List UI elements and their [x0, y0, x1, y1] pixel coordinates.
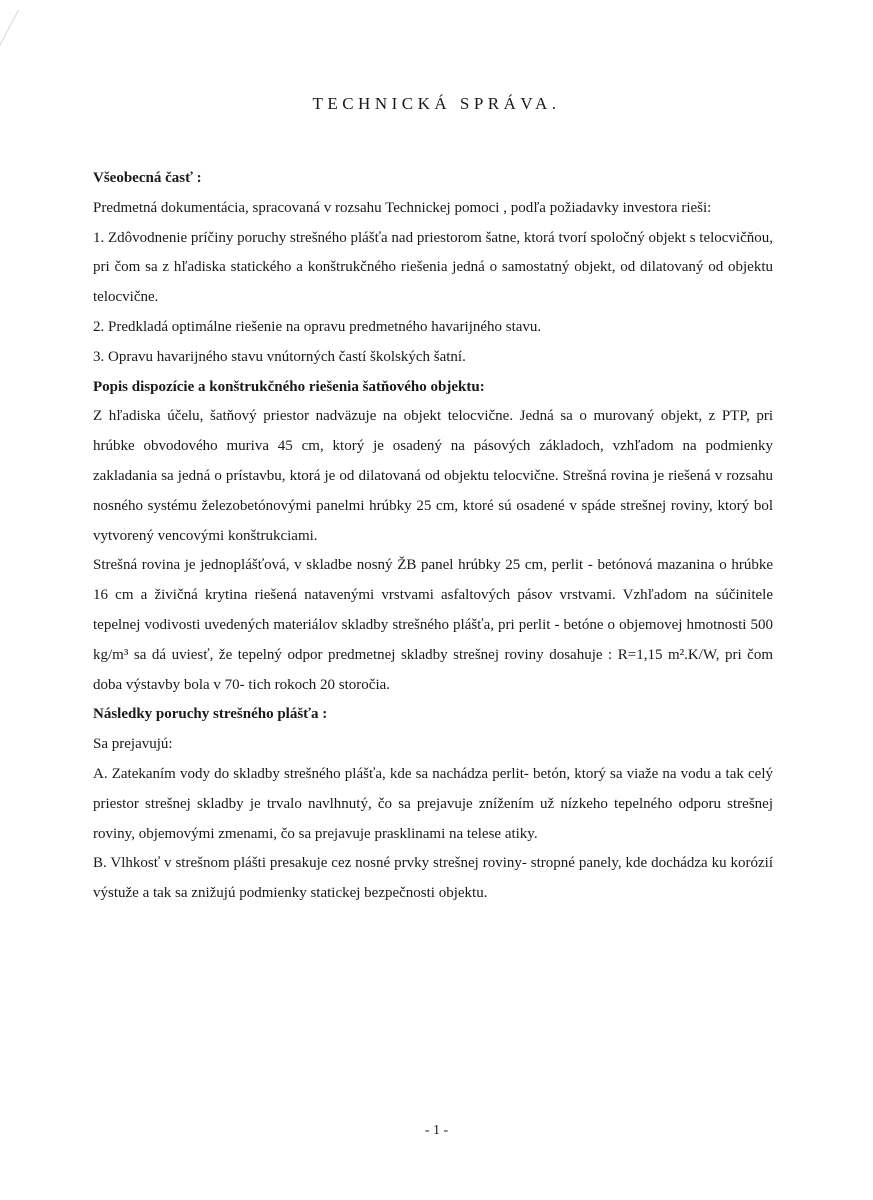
- document-title: TECHNICKÁ SPRÁVA.: [312, 94, 561, 113]
- paragraph-manifest: Sa prejavujú:: [93, 736, 173, 753]
- paragraph-intro: Predmetná dokumentácia, spracovaná v rozsahu Technickej pomoci , podľa požiadavky investora rieši:: [93, 199, 712, 216]
- paragraph-consequence-a: A. Zatekaním vody do skladby strešného plášťa, kde sa nachádza perlit- betón, ktorý sa viaže na vodu a tak celý priestor strešnej skladby je trvalo navlhnutý, čo sa prejavuje znížením už nízkeho tepelného odporu strešnej roviny, objemovými zmenami, čo sa prejavuje prasklinami na telese atiky.: [93, 765, 773, 842]
- paragraph-consequence-b: B. Vlhkosť v strešnom plášti presakuje cez nosné prvky strešnej roviny- stropné panely, kde dochádza ku korózií výstuže a tak sa znižujú podmienky statickej bezpečnosti objektu.: [93, 855, 773, 902]
- section-heading-disposition: Popis dispozície a konštrukčného riešenia šatňového objektu:: [93, 378, 485, 395]
- scan-artifact-line: [0, 10, 19, 72]
- list-item-1: 1. Zdôvodnenie príčiny poruchy strešného plášťa nad priestorom šatne, ktorá tvorí spoločný objekt s telocvičňou, pri čom sa z hľadiska statického a konštrukčného riešenia jedná o samostatný objekt, od dilatovaný od objektu telocvične.: [93, 229, 774, 306]
- list-item-2: 2. Predkladá optimálne riešenie na opravu predmetného havarijného stavu.: [93, 318, 542, 335]
- paragraph-disposition: Z hľadiska účelu, šatňový priestor nadväzuje na objekt telocvične. Jedná sa o murovaný objekt, z PTP, pri hrúbke obvodového muriva 45 cm, ktorý je osadený na pásových základoch, vzhľadom na podmienky zakladania sa jedná o prístavbu, ktorá je od dilatovaná od objektu telocvične. Strešná rovina je riešená v rozsahu nosného systému železobetónovými panelmi hrúbky 25 cm, ktoré sú osadené v spáde strešnej roviny, ktorý bol vytvorený vencovými konštrukciami.: [93, 408, 773, 544]
- section-heading-consequences: Následky poruchy strešného plášťa :: [93, 706, 328, 723]
- list-item-3: 3. Opravu havarijného stavu vnútorných častí školských šatní.: [93, 348, 466, 365]
- section-heading-general: Všeobecná časť :: [93, 170, 202, 186]
- page-number: - 1 -: [424, 1123, 449, 1138]
- document-body: [93, 164, 773, 909]
- paragraph-roof: Strešná rovina je jednoplášťová, v skladbe nosný ŽB panel hrúbky 25 cm, perlit - betónová mazanina o hrúbke 16 cm a živičná krytina riešená natavenými vrstvami asfaltových pásov vrstvami. Vzhľadom na súčinitele tepelnej vodivosti uvedených materiálov skladby strešného plášťa, pri perlit - betóne o objemovej hmotnosti 500 kg/m³ sa dá uviesť, že tepelný odpor predmetnej skladby strešnej roviny dosahuje : R=1,15 m².K/W, pri čom doba výstavby bola v 70- tich rokoch 20 storočia.: [93, 557, 773, 693]
